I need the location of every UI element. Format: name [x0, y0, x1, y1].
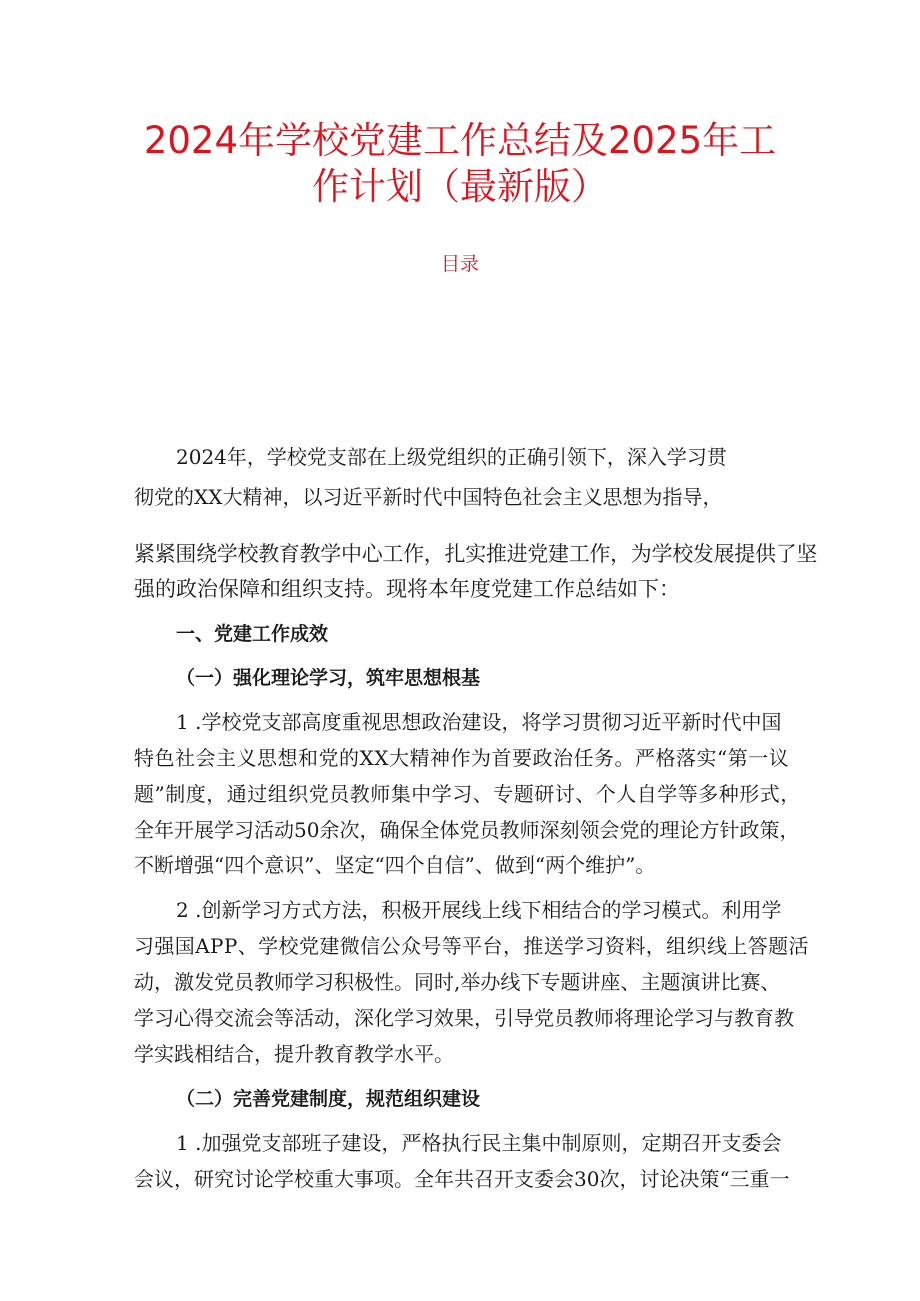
document-title-line-1: 2024年学校党建工作总结及2025年工 — [143, 119, 777, 162]
intro-line-4: 强的政治保障和组织支持。现将本年度党建工作总结如下： — [134, 577, 680, 601]
subsection-heading-2: （二）完善党建制度，规范组织建设 — [176, 1088, 481, 1110]
paragraph-1-line-4: 全年开展学习活动50余次，确保全体党员教师深刻领会党的理论方针政策， — [134, 818, 800, 842]
paragraph-2-line-5: 学实践相结合，提升教育教学水平。 — [134, 1042, 454, 1066]
paragraph-3-line-1: 1 .加强党支部班子建设，严格执行民主集中制原则，定期召开支委会 — [176, 1131, 782, 1155]
paragraph-2-line-1: 2 .创新学习方式方法，积极开展线上线下相结合的学习模式。利用学 — [176, 898, 782, 922]
paragraph-1-line-2: 特色社会主义思想和党的XX大精神作为首要政治任务。严格落实“第一议 — [134, 746, 790, 770]
section-heading-1: 一、党建工作成效 — [176, 623, 329, 645]
paragraph-1-line-1: 1 .学校党支部高度重视思想政治建设，将学习贯彻习近平新时代中国 — [176, 710, 782, 734]
intro-line-3: 紧紧围绕学校教育教学中心工作，扎实推进党建工作，为学校发展提供了坚 — [134, 542, 818, 566]
paragraph-1-line-3: 题”制度，通过组织党员教师集中学习、专题研讨、个人自学等多种形式， — [134, 782, 801, 806]
paragraph-3-line-2: 会议，研究讨论学校重大事项。全年共召开支委会30次，讨论决策“三重一 — [134, 1167, 790, 1191]
paragraph-2-line-2: 习强国APP、学校党建微信公众号等平台，推送学习资料，组织线上答题活 — [134, 934, 809, 958]
intro-line-1: 2024年，学校党支部在上级党组织的正确引领下，深入学习贯 — [176, 445, 727, 469]
intro-line-2: 彻党的XX大精神，以习近平新时代中国特色社会主义思想为指导， — [134, 485, 723, 509]
table-of-contents-heading: 目录 — [440, 253, 479, 275]
paragraph-1-line-5: 不断增强“四个意识”、坚定“四个自信”、做到“两个维护”。 — [134, 853, 656, 877]
paragraph-2-line-3: 动，激发党员教师学习积极性。同时,举办线下专题讲座、主题演讲比赛、 — [134, 970, 781, 994]
paragraph-2-line-4: 学习心得交流会等活动，深化学习效果，引导党员教师将理论学习与教育教 — [134, 1006, 794, 1030]
document-title-line-2: 作计划（最新版） — [312, 165, 608, 208]
subsection-heading-1: （一）强化理论学习，筑牢思想根基 — [176, 667, 481, 689]
